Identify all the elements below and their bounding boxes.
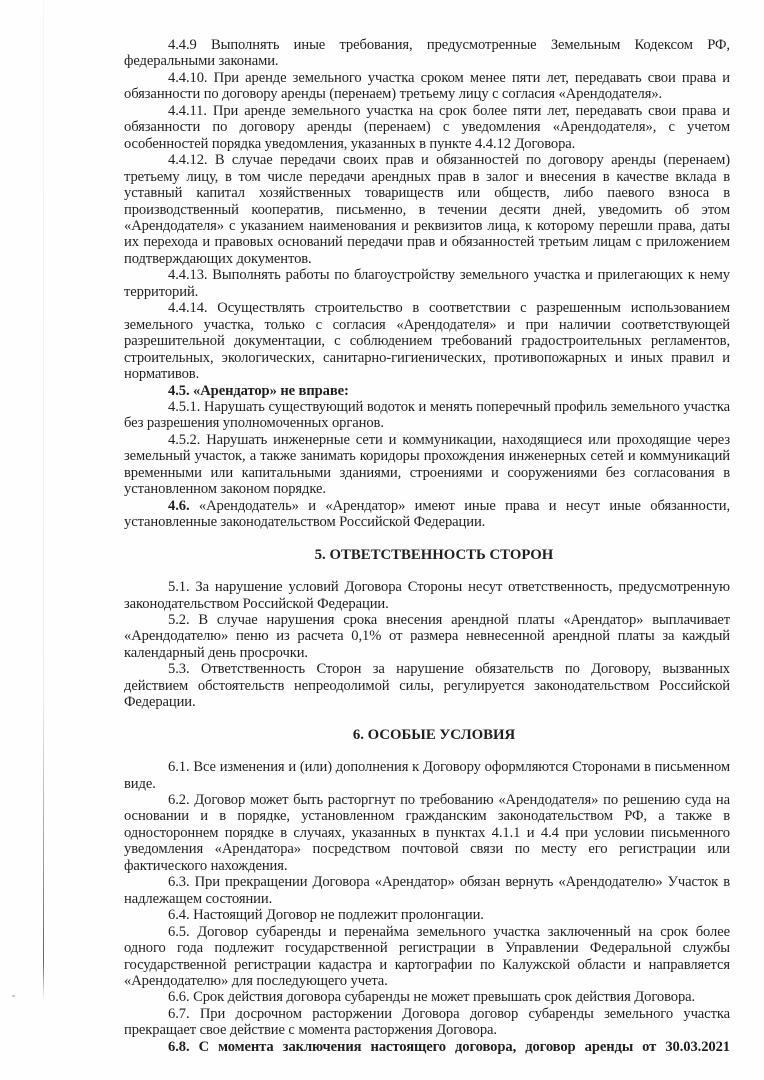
clause-4-6: 4.6. «Арендодатель» и «Арендатор» имеют иные права и несут иные обязанности, установленные законодательством Российской Федерации.	[124, 497, 730, 531]
clause-4-4-12: 4.4.12. В случае передачи своих прав и обязанностей по договору аренды (перенаем) третьему лицу, в том числе передачи арендных прав в залог и внесения в качестве вклада в уставный капитал хозяйственных товариществ или обществ, либо паевого взноса в производственный кооператив, письменно, в течении десяти дней, уведомить об этом «Арендодателя» с указанием наименования и реквизитов лица, к которому перешли права, даты их перехода и правовых оснований передачи прав и обязанностей третьим лицам с приложением подтверждающих документов.	[124, 152, 730, 267]
clause-4-4-10: 4.4.10. При аренде земельного участка сроком менее пяти лет, передавать свои права и обязанности по договору аренды (перенаем) третьему лицу с согласия «Арендодателя».	[124, 69, 730, 103]
clause-4-5-1: 4.5.1. Нарушать существующий водоток и менять поперечный профиль земельного участка без разрешения уполномоченных органов.	[124, 398, 730, 432]
section-5-title: 5. ОТВЕТСТВЕННОСТЬ СТОРОН	[314, 546, 554, 563]
clause-5-2: 5.2. В случае нарушения срока внесения арендной платы «Арендатор» выплачивает «Арендодателю» пеню из расчета 0,1% от размера невнесенной арендной платы за каждый календарный день просрочки.	[124, 611, 730, 661]
clause-6-7: 6.7. При досрочном расторжении Договора договор субаренды земельного участка прекращает свое действие с момента расторжения Договора.	[124, 1005, 730, 1039]
clause-6-2: 6.2. Договор может быть расторгнут по требованию «Арендодателя» по решению суда на основании и в порядке, установленном гражданским законодательством РФ, а также в одностороннем порядке в случаях, указанных в пунктах 4.1.1 и 4.4 при условии письменного уведомления «Арендатора» посредством почтовой связи по месту его регистрации или фактического нахождения.	[124, 792, 730, 874]
clause-6-3: 6.3. При прекращении Договора «Арендатор» обязан вернуть «Арендодателю» Участок в надлежащем состоянии.	[124, 874, 730, 907]
clause-6-5: 6.5. Договор субаренды и перенайма земельного участка заключенный на срок более одного года подлежит государственной регистрации в Управлении Федеральной службы государственной регистрации кадастра и картографии по Калужской области и направляется «Арендодателю» для последующего учета.	[124, 923, 730, 990]
clause-6-6: 6.6. Срок действия договора субаренды не может превышать срок действия Договора.	[168, 989, 696, 1006]
spacer	[124, 531, 730, 547]
clause-5-1: 5.1. За нарушение условий Договора Стороны несут ответственность, предусмотренную законодательством Российской Федерации.	[124, 579, 730, 612]
spacer	[124, 563, 730, 579]
clause-6-1: 6.1. Все изменения и (или) дополнения к Договору оформляются Сторонами в письменном виде.	[124, 759, 730, 792]
spacer	[124, 743, 730, 759]
clause-5-3: 5.3. Ответственность Сторон за нарушение обязательств по Договору, вызванных действием обстоятельств непреодолимой силы, регулируется законодательством Российской Федерации.	[124, 661, 730, 711]
clause-4-5-heading: 4.5. «Арендатор» не вправе:	[168, 382, 349, 399]
clause-6-8: 6.8. С момента заключения настоящего договора, договор аренды от 30.03.2021	[168, 1038, 730, 1055]
scan-artifact-dot	[12, 995, 15, 997]
clause-4-4-14: 4.4.14. Осуществлять строительство в соответствии с разрешенным использованием земельного участка, только с согласия «Арендодателя» и при наличии соответствующей разрешительной документации, с соблюдением требований градостроительных регламентов, строительных, экологических, санитарно-гигиенических, противопожарных и иных правил и нормативов.	[124, 300, 730, 383]
clause-4-4-13: 4.4.13. Выполнять работы по благоустройству земельного участка и прилегающих к нему территорий.	[124, 267, 730, 300]
clause-4-4-11: 4.4.11. При аренде земельного участка на срок более пяти лет, передавать свои права и обязанности по договору аренды (перенаем) с уведомления «Арендодателя», с учетом особенностей порядка уведомления, указанных в пункте 4.4.12 Договора.	[124, 102, 730, 152]
section-6-title: 6. ОСОБЫЕ УСЛОВИЯ	[352, 726, 516, 743]
document-body	[124, 37, 730, 1055]
scan-artifact-line	[43, 0, 44, 1000]
clause-6-4: 6.4. Настоящий Договор не подлежит пролонгации.	[168, 907, 484, 924]
spacer	[124, 711, 730, 727]
clause-4-4-9: 4.4.9 Выполнять иные требования, предусмотренные Земельным Кодексом РФ, федеральными законами.	[124, 37, 730, 70]
clause-4-5-2: 4.5.2. Нарушать инженерные сети и коммуникации, находящиеся или проходящие через земельный участок, а также занимать коридоры прохождения инженерных сетей и коммуникаций временными или капитальными зданиями, строениями и сооружениями без согласования в установленном законом порядке.	[124, 431, 730, 498]
